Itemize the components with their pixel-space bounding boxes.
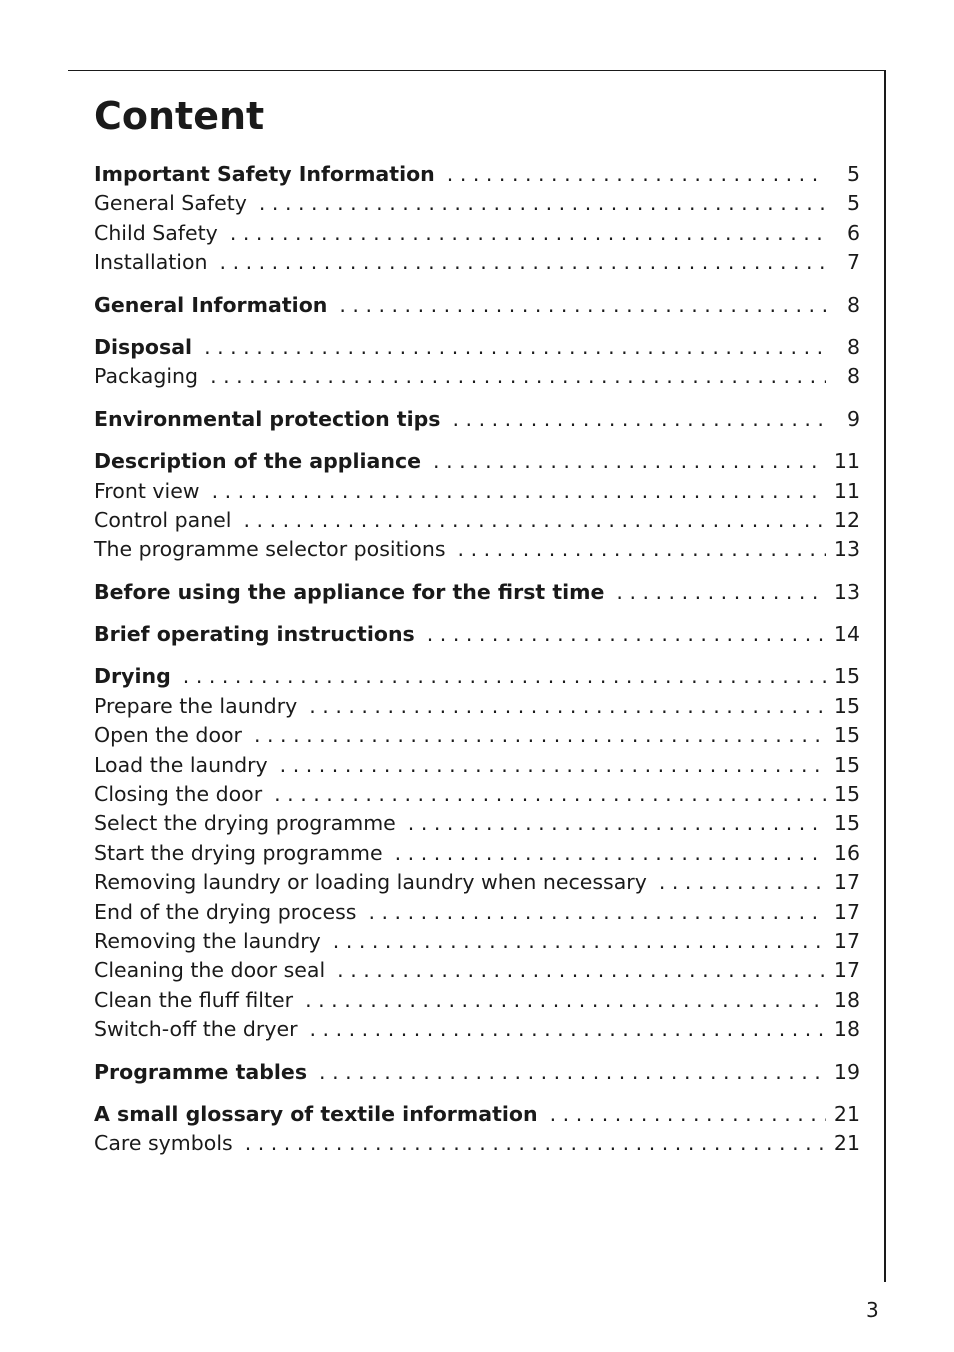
toc-entry-label: Environmental protection tips xyxy=(94,406,441,431)
toc-entry-page: 17 xyxy=(833,958,860,983)
dot-leader xyxy=(395,839,826,868)
toc-entry-label: Before using the appliance for the first time xyxy=(94,579,605,604)
dot-leader xyxy=(408,809,826,838)
dot-leader xyxy=(245,1129,826,1158)
dot-leader xyxy=(447,160,826,189)
toc-entry-page: 8 xyxy=(846,364,860,389)
toc-entry-label: Control panel xyxy=(94,507,232,532)
toc-entry-label: Important Safety Information xyxy=(94,162,435,186)
toc-section[interactable] xyxy=(94,160,860,189)
toc-entry-page: 6 xyxy=(846,220,860,245)
toc-entry-page: 18 xyxy=(833,1017,860,1042)
right-rule xyxy=(884,70,886,1282)
toc-subsection[interactable] xyxy=(94,1129,860,1158)
dot-leader xyxy=(254,721,826,750)
toc-subsection[interactable] xyxy=(94,839,860,868)
toc-entry-label: Switch-off the dryer xyxy=(94,1017,298,1042)
toc-entry-label: Drying xyxy=(94,664,171,689)
toc-entry-label: The programme selector positions xyxy=(94,537,446,562)
toc-entry-label: General Information xyxy=(94,292,328,317)
toc-entry-page: 15 xyxy=(833,693,860,718)
toc-entry-page: 15 xyxy=(833,811,860,836)
toc-entry-page: 15 xyxy=(833,723,860,748)
toc-subsection[interactable] xyxy=(94,956,860,985)
toc-section[interactable] xyxy=(94,447,860,476)
toc-entry-label: Select the drying programme xyxy=(94,811,396,836)
dot-leader xyxy=(204,333,826,362)
toc-section[interactable] xyxy=(94,291,860,320)
toc-entry-label: End of the drying process xyxy=(94,899,357,924)
dot-leader xyxy=(458,535,826,564)
toc-subsection[interactable] xyxy=(94,868,860,897)
toc-entry-label: Closing the door xyxy=(94,782,263,807)
toc-entry-label: Removing the laundry xyxy=(94,928,321,953)
dot-leader xyxy=(280,751,826,780)
toc-entry-label: Prepare the laundry xyxy=(94,693,298,718)
toc-entry-label: Care symbols xyxy=(94,1131,233,1156)
toc-section[interactable] xyxy=(94,578,860,607)
dot-leader xyxy=(453,405,827,434)
toc-entry-label: Programme tables xyxy=(94,1059,308,1084)
dot-leader xyxy=(550,1100,826,1129)
toc-entry-label: Cleaning the door seal xyxy=(94,958,326,983)
toc-entry-page: 15 xyxy=(833,752,860,777)
toc-subsection[interactable] xyxy=(94,362,860,391)
dot-leader xyxy=(230,219,826,248)
toc-entry-label: Description of the appliance xyxy=(94,449,422,474)
table-of-contents xyxy=(94,160,860,1159)
toc-subsection[interactable] xyxy=(94,986,860,1015)
toc-entry-page: 21 xyxy=(833,1101,860,1126)
toc-subsection[interactable] xyxy=(94,189,860,218)
toc-entry-label: Removing laundry or loading laundry when necessary xyxy=(94,870,647,895)
toc-entry-label: Packaging xyxy=(94,364,199,389)
dot-leader xyxy=(183,662,826,691)
toc-entry-page: 18 xyxy=(833,987,860,1012)
toc-section[interactable] xyxy=(94,405,860,434)
dot-leader xyxy=(310,1015,826,1044)
dot-leader xyxy=(244,506,827,535)
toc-entry-page: 17 xyxy=(833,899,860,924)
dot-leader xyxy=(319,1058,826,1087)
dot-leader xyxy=(210,362,826,391)
toc-subsection[interactable] xyxy=(94,219,860,248)
toc-entry-label: Front view xyxy=(94,478,200,503)
toc-section[interactable] xyxy=(94,333,860,362)
dot-leader xyxy=(339,291,826,320)
toc-entry-page: 21 xyxy=(833,1131,860,1156)
toc-section[interactable] xyxy=(94,1100,860,1129)
toc-subsection[interactable] xyxy=(94,248,860,277)
toc-subsection[interactable] xyxy=(94,477,860,506)
toc-entry-page: 17 xyxy=(833,870,860,895)
dot-leader xyxy=(333,927,826,956)
toc-subsection[interactable] xyxy=(94,535,860,564)
toc-entry-page: 11 xyxy=(833,449,860,474)
top-rule xyxy=(68,70,886,71)
toc-entry-page: 9 xyxy=(846,406,860,431)
dot-leader xyxy=(220,248,826,277)
toc-entry-label: A small glossary of textile information xyxy=(94,1101,538,1126)
toc-entry-label: Child Safety xyxy=(94,220,218,245)
toc-entry-page: 16 xyxy=(833,840,860,865)
toc-entry-page: 17 xyxy=(833,928,860,953)
dot-leader xyxy=(309,692,826,721)
toc-entry-page: 5 xyxy=(846,162,860,186)
toc-entry-page: 15 xyxy=(833,664,860,689)
dot-leader xyxy=(212,477,826,506)
toc-entry-page: 13 xyxy=(833,537,860,562)
toc-entry-page: 15 xyxy=(833,782,860,807)
toc-entry-page: 8 xyxy=(846,334,860,359)
toc-entry-label: Clean the fluff filter xyxy=(94,987,294,1012)
toc-entry-label: Start the drying programme xyxy=(94,840,383,865)
toc-entry-page: 19 xyxy=(833,1059,860,1084)
dot-leader xyxy=(433,447,826,476)
toc-entry-label: Disposal xyxy=(94,334,193,359)
toc-section[interactable] xyxy=(94,662,860,691)
toc-entry-page: 7 xyxy=(846,250,860,275)
dot-leader xyxy=(305,986,826,1015)
dot-leader xyxy=(368,898,826,927)
toc-entry-label: Installation xyxy=(94,250,208,275)
toc-entry-label: Load the laundry xyxy=(94,752,268,777)
toc-subsection[interactable] xyxy=(94,721,860,750)
toc-entry-page: 14 xyxy=(833,622,860,647)
toc-section[interactable] xyxy=(94,1058,860,1087)
toc-entry-page: 13 xyxy=(833,579,860,604)
dot-leader xyxy=(337,956,826,985)
page-title: Content xyxy=(94,94,265,138)
toc-subsection[interactable] xyxy=(94,780,860,809)
page-number: 3 xyxy=(866,1298,879,1322)
dot-leader xyxy=(427,620,826,649)
dot-leader xyxy=(259,189,826,218)
toc-subsection[interactable] xyxy=(94,692,860,721)
toc-entry-page: 5 xyxy=(846,191,860,216)
toc-subsection[interactable] xyxy=(94,1015,860,1044)
toc-section[interactable] xyxy=(94,620,860,649)
toc-subsection[interactable] xyxy=(94,506,860,535)
toc-entry-page: 12 xyxy=(833,507,860,532)
toc-entry-page: 11 xyxy=(833,478,860,503)
dot-leader xyxy=(274,780,826,809)
toc-subsection[interactable] xyxy=(94,898,860,927)
toc-entry-label: Open the door xyxy=(94,723,242,748)
toc-subsection[interactable] xyxy=(94,751,860,780)
toc-subsection[interactable] xyxy=(94,809,860,838)
toc-subsection[interactable] xyxy=(94,927,860,956)
dot-leader xyxy=(659,868,826,897)
toc-entry-label: Brief operating instructions xyxy=(94,622,415,647)
toc-entry-label: General Safety xyxy=(94,191,247,216)
dot-leader xyxy=(616,578,826,607)
toc-entry-page: 8 xyxy=(846,292,860,317)
